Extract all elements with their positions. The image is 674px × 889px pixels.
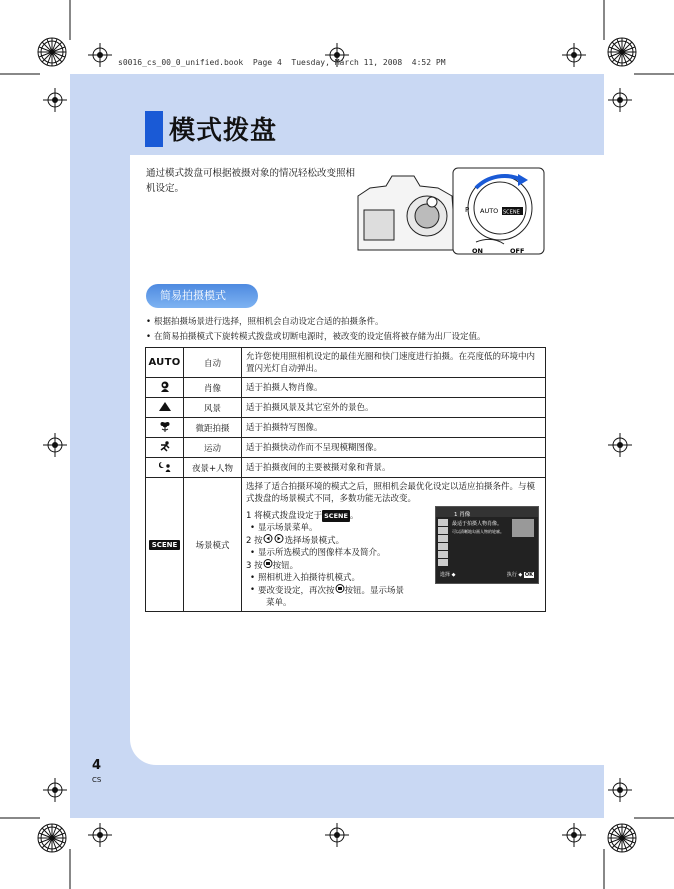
mode-desc: 适于拍摄风景及其它室外的景色。 bbox=[242, 398, 546, 418]
table-row bbox=[146, 348, 546, 378]
language-code: CS bbox=[92, 776, 102, 784]
lcd-description: 最适于拍摄人物肖像。 可以清晰地勾画人物的轮廓。 bbox=[452, 521, 504, 534]
table-row bbox=[146, 378, 546, 398]
mode-name: 自动 bbox=[184, 348, 242, 378]
table-row bbox=[146, 418, 546, 438]
step-3-note: • 要改变设定，再次按 按钮。显示场景 bbox=[246, 584, 541, 597]
mode-desc: 适于拍摄快动作而不呈现模糊图像。 bbox=[242, 438, 546, 458]
night-portrait-icon bbox=[159, 461, 171, 472]
sports-icon bbox=[159, 441, 171, 452]
macro-icon bbox=[160, 421, 170, 432]
page-title: 模式拨盘 bbox=[169, 116, 278, 146]
step-3-note-cont: 菜单。 bbox=[266, 598, 292, 608]
step-1-note: • 显示场景菜单。 bbox=[246, 522, 541, 534]
mode-name: 场景模式 bbox=[184, 478, 242, 612]
lcd-scene-thumb bbox=[438, 519, 448, 526]
step-3: 3 按 按钮。 bbox=[246, 561, 299, 571]
intro-text: 通过模式拨盘可根据被摄对象的情况轻松改变照相机设定。 bbox=[146, 168, 356, 194]
mode-table bbox=[145, 347, 546, 612]
mode-desc: 适于拍摄人物肖像。 bbox=[242, 378, 546, 398]
mode-desc: 允许您使用照相机设定的最佳光圈和快门速度进行拍摄。在亮度低的环境中内置闪光灯自动弹出。 bbox=[242, 348, 546, 378]
landscape-icon bbox=[159, 401, 171, 411]
page-number: 4 bbox=[92, 758, 102, 773]
table-row bbox=[146, 458, 546, 478]
table-row bbox=[146, 438, 546, 458]
lcd-select-hint: 选择 ◆ bbox=[440, 572, 456, 578]
lcd-title: 1 肖像 bbox=[436, 507, 538, 517]
dial-auto-label: AUTO bbox=[480, 207, 499, 215]
section-bullets bbox=[146, 315, 566, 345]
file-info-header: s0016_cs_00_0_unified.book Page 4 Tuesday, March 11, 2008 4:52 PM bbox=[118, 58, 446, 67]
table-row bbox=[146, 478, 546, 612]
bullet-item: • 根据拍摄场景进行选择，照相机会自动设定合适的拍摄条件。 bbox=[146, 315, 566, 330]
camera-mode-dial-figure bbox=[352, 166, 546, 258]
step-2-note: • 显示所选模式的图像样本及简介。 bbox=[246, 547, 541, 559]
lcd-scene-thumb bbox=[438, 543, 448, 550]
scene-icon: SCENE bbox=[324, 512, 348, 520]
mode-desc: 适于拍摄夜间的主要被摄对象和背景。 bbox=[242, 458, 546, 478]
lcd-scene-thumb bbox=[438, 559, 448, 566]
lcd-scene-thumb bbox=[438, 535, 448, 542]
mode-name: 微距拍摄 bbox=[184, 418, 242, 438]
section-title: 简易拍摄模式 bbox=[146, 284, 258, 308]
dial-scene-label: SCENE bbox=[503, 209, 520, 216]
power-on-label: ON bbox=[472, 247, 483, 255]
table-row bbox=[146, 398, 546, 418]
mode-name: 肖像 bbox=[184, 378, 242, 398]
mode-name: 风景 bbox=[184, 398, 242, 418]
lcd-scene-thumb bbox=[438, 551, 448, 558]
lcd-exec-hint: 执行 ◆ OK bbox=[506, 572, 533, 578]
arrow-pad-left-right-icon bbox=[263, 534, 285, 543]
mode-name: 夜景+人物 bbox=[184, 458, 242, 478]
step-3-note: • 照相机进入拍摄待机模式。 bbox=[246, 572, 541, 584]
mode-name: 运动 bbox=[184, 438, 242, 458]
lcd-scene-menu-screenshot bbox=[435, 506, 539, 584]
mode-desc: 适于拍摄特写图像。 bbox=[242, 418, 546, 438]
scene-icon: SCENE bbox=[149, 540, 181, 550]
bullet-item: • 在简易拍摄模式下旋转模式拨盘或切断电源时，被改变的设定值将被存储为出厂设定值。 bbox=[146, 330, 566, 345]
ok-button-icon bbox=[263, 559, 273, 568]
step-2: 2 按 选择场景模式。 bbox=[246, 536, 345, 546]
scene-desc: 选择了适合拍摄环境的模式之后，照相机会最优化设定以适应拍摄条件。与模式拨盘的场景模式不同，多数功能无法改变。 bbox=[246, 482, 536, 504]
lcd-sample-image bbox=[512, 519, 534, 537]
power-off-label: OFF bbox=[510, 247, 525, 255]
portrait-icon bbox=[160, 381, 170, 392]
step-1: 1 将模式拨盘设定于 SCENE 。 bbox=[246, 511, 359, 521]
lcd-scene-list bbox=[438, 519, 448, 571]
auto-icon: AUTO bbox=[148, 357, 181, 368]
ok-button-icon bbox=[335, 584, 345, 593]
dial-p-label: P bbox=[465, 206, 470, 214]
lcd-scene-thumb bbox=[438, 527, 448, 534]
title-accent-bar bbox=[145, 111, 163, 147]
title-area bbox=[145, 110, 277, 147]
